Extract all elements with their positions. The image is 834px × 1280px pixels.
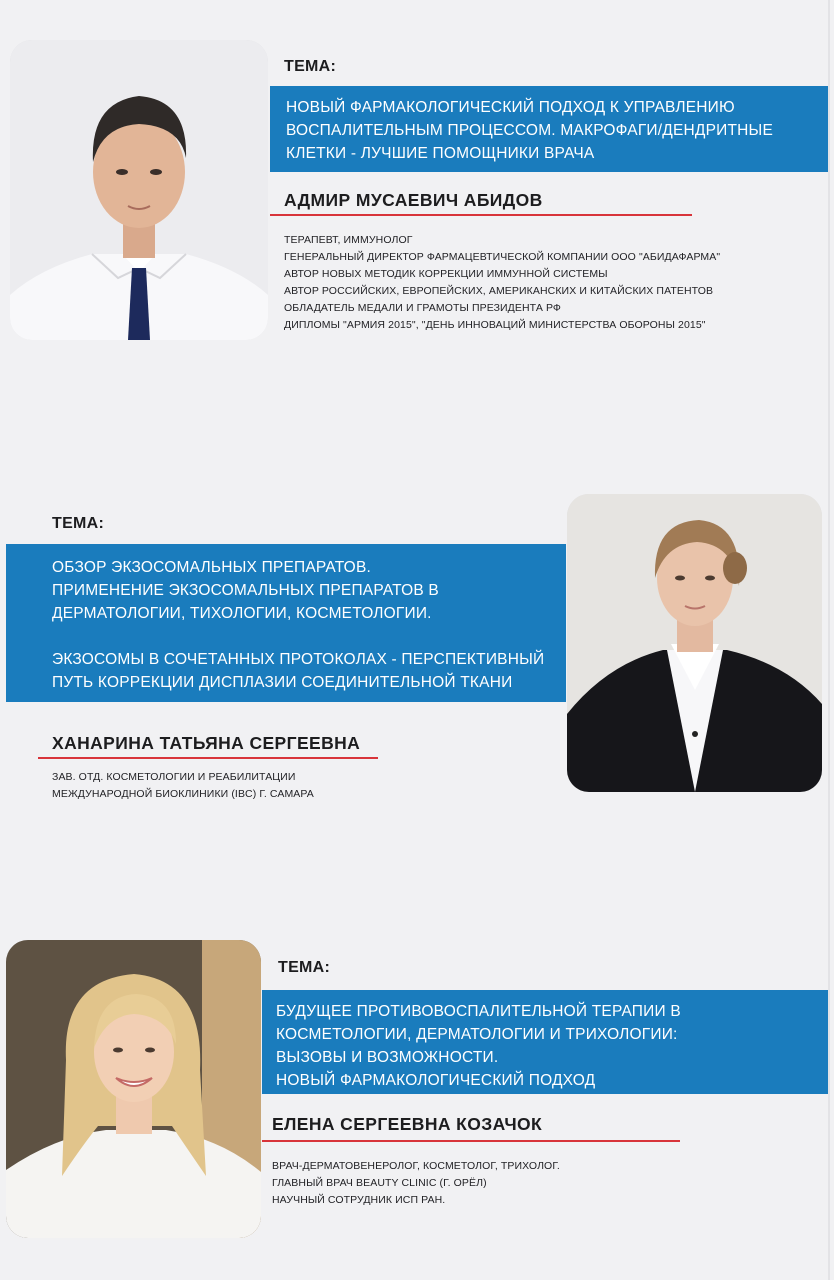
topic-box-abidov (270, 86, 828, 172)
speaker-bio-khanarina (52, 769, 314, 803)
page-edge-divider (828, 0, 830, 1280)
name-underline (38, 757, 378, 759)
bio-line: ТЕРАПЕВТ, ИММУНОЛОГ (284, 234, 413, 246)
bio-line: НАУЧНЫЙ СОТРУДНИК ИСП РАН. (272, 1194, 446, 1206)
bio-line: ЗАВ. ОТД. КОСМЕТОЛОГИИ И РЕАБИЛИТАЦИИ (52, 771, 296, 783)
topic-line: БУДУЩЕЕ ПРОТИВОВОСПАЛИТЕЛЬНОЙ ТЕРАПИИ В (276, 1003, 681, 1020)
topic-line: КЛЕТКИ - ЛУЧШИЕ ПОМОЩНИКИ ВРАЧА (286, 145, 595, 162)
speaker-portrait-woman-icon (567, 494, 822, 792)
bio-line: ГЛАВНЫЙ ВРАЧ BEAUTY CLINIC (Г. ОРЁЛ) (272, 1177, 487, 1189)
speaker-name-abidov: АДМИР МУСАЕВИЧ АБИДОВ (284, 190, 543, 210)
speaker-photo-khanarina (567, 494, 822, 792)
topic-line: ОБЗОР ЭКЗОСОМАЛЬНЫХ ПРЕПАРАТОВ. (52, 559, 371, 576)
topic-line: ЭКЗОСОМЫ В СОЧЕТАННЫХ ПРОТОКОЛАХ - ПЕРСПЕКТИВНЫЙ (52, 651, 545, 668)
topic-gap (52, 625, 566, 648)
topic-line: КОСМЕТОЛОГИИ, ДЕРМАТОЛОГИИ И ТРИХОЛОГИИ: (276, 1026, 678, 1043)
topic-label: ТЕМА: (52, 515, 105, 532)
topic-line: НОВЫЙ ФАРМАКОЛОГИЧЕСКИЙ ПОДХОД (276, 1072, 596, 1089)
speaker-photo-abidov (10, 40, 268, 340)
speaker-name-khanarina: ХАНАРИНА ТАТЬЯНА СЕРГЕЕВНА (52, 733, 361, 753)
speaker-name-kozachok: ЕЛЕНА СЕРГЕЕВНА КОЗАЧОК (272, 1114, 543, 1134)
bio-line: ДИПЛОМЫ "АРМИЯ 2015", "ДЕНЬ ИННОВАЦИЙ МИНИСТЕРСТВА ОБОРОНЫ 2015" (284, 319, 706, 331)
topic-label: ТЕМА: (284, 58, 337, 75)
topic-label: ТЕМА: (278, 959, 331, 976)
bio-line: АВТОР РОССИЙСКИХ, ЕВРОПЕЙСКИХ, АМЕРИКАНСКИХ И КИТАЙСКИХ ПАТЕНТОВ (284, 285, 714, 297)
bio-line: ВРАЧ-ДЕРМАТОВЕНЕРОЛОГ, КОСМЕТОЛОГ, ТРИХОЛОГ. (272, 1160, 560, 1172)
bio-line: ОБЛАДАТЕЛЬ МЕДАЛИ И ГРАМОТЫ ПРЕЗИДЕНТА РФ (284, 302, 562, 314)
name-underline (270, 214, 692, 216)
bio-line: ГЕНЕРАЛЬНЫЙ ДИРЕКТОР ФАРМАЦЕВТИЧЕСКОЙ КОМПАНИИ ООО "АБИДАФАРМА" (284, 251, 721, 263)
topic-line: ДЕРМАТОЛОГИИ, ТИХОЛОГИИ, КОСМЕТОЛОГИИ. (52, 605, 432, 622)
topic-line: НОВЫЙ ФАРМАКОЛОГИЧЕСКИЙ ПОДХОД К УПРАВЛЕНИЮ (286, 99, 735, 116)
speaker-bio-abidov (284, 232, 720, 334)
speaker-portrait-man-icon (10, 40, 268, 340)
topic-line: ВЫЗОВЫ И ВОЗМОЖНОСТИ. (276, 1049, 499, 1066)
bio-line: МЕЖДУНАРОДНОЙ БИОКЛИНИКИ (IBC) Г. САМАРА (52, 788, 314, 800)
speaker-bio-kozachok (272, 1158, 560, 1209)
topic-line: ПРИМЕНЕНИЕ ЭКЗОСОМАЛЬНЫХ ПРЕПАРАТОВ В (52, 582, 439, 599)
speaker-portrait-woman-blonde-icon (6, 940, 261, 1238)
topic-line: ПУТЬ КОРРЕКЦИИ ДИСПЛАЗИИ СОЕДИНИТЕЛЬНОЙ ТКАНИ (52, 674, 513, 691)
bio-line: АВТОР НОВЫХ МЕТОДИК КОРРЕКЦИИ ИММУННОЙ СИСТЕМЫ (284, 268, 608, 280)
speaker-photo-kozachok (6, 940, 261, 1238)
name-underline (262, 1140, 680, 1142)
topic-box-kozachok (262, 990, 828, 1094)
topic-line: ВОСПАЛИТЕЛЬНЫМ ПРОЦЕССОМ. МАКРОФАГИ/ДЕНДРИТНЫЕ (286, 122, 773, 139)
topic-box-khanarina (6, 544, 566, 702)
